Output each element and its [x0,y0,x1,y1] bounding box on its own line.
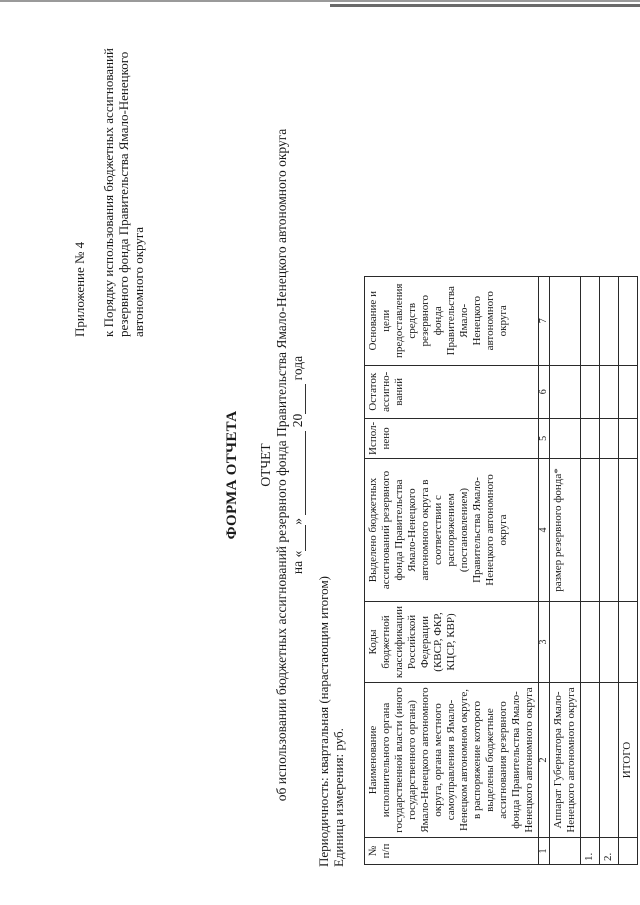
table-row [600,276,619,864]
table-row-org [550,276,581,864]
periodicity-text: Периодичность: квартальная (нарастающим итогом) [316,576,331,867]
header-cell-allocated: Выделено бюджетных ассигнований резервного фонда Правительства Ямало-Ненецкого автономного округа в соответствии с распоряжением (постановлением) Правительства Ямало-Ненецкого автономного округа [365,459,539,602]
column-number-row [539,276,550,864]
header-row [365,276,539,864]
report-table [364,276,638,865]
row-number: 1. [581,838,600,865]
annex-number: Приложение № 4 [72,241,87,337]
unit-text: Единица измерения: руб. [331,728,346,867]
date-year: 20 [290,413,305,428]
table-cell [550,365,581,418]
annex-block [72,37,146,337]
table-cell [619,602,638,683]
table-cell [600,365,619,418]
date-day-blank [305,525,306,551]
report-title-block [258,85,306,845]
table-cell [619,365,638,418]
table-cell [600,276,619,365]
table-cell [619,418,638,458]
table-cell [550,838,581,865]
column-number: 5 [539,418,550,458]
column-number: 6 [539,365,550,418]
table-cell [581,602,600,683]
column-number: 7 [539,276,550,365]
report-subtitle: об использовании бюджетных ассигнований резервного фонда Правительства Ямало-Ненецкого автономного округа [274,128,289,802]
table-cell [600,459,619,602]
date-year-blank [305,384,306,414]
date-month-blank [305,431,306,515]
date-suffix: года [290,355,305,381]
table-cell [581,418,600,458]
column-number: 2 [539,683,550,838]
header-cell-organ: Наименование исполнительного органа государственной власти (иного государственного органа) Ямало-Ненецкого автономного округа, органа местного самоуправления в Ямало-Ненецком автономном округе, в распоряжение которого выделены бюджетные ассигнования резервного фонда Правительства Ямало-Ненецкого автономного округа [365,683,539,838]
table-cell [619,276,638,365]
fund-size-cell: размер резервного фонда* [550,459,581,602]
report-date-line [290,85,306,845]
table-cell [550,276,581,365]
table-cell [550,418,581,458]
form-title: ФОРМА ОТЧЕТА [224,410,240,540]
table-cell [581,276,600,365]
header-cell-codes: Коды бюджетной классификации Российской Федерации (КВСР, ФКР, КЦСР, КВР) [365,602,539,683]
total-label: ИТОГО [619,683,638,838]
meta-block [316,367,346,867]
header-cell-number: № п/п [365,838,539,865]
org-name-cell: Аппарат Губернатора Ямало-Ненецкого автономного округа [550,683,581,838]
row-number: 2. [600,838,619,865]
table-cell [600,602,619,683]
date-mid: » [290,517,305,525]
table-cell [619,459,638,602]
total-row [619,276,638,864]
header-cell-executed: Испол-нено [365,418,539,458]
table-cell [600,683,619,838]
date-prefix: на « [290,550,305,575]
header-cell-basis: Основание и цели предоставления средств резервного фонда Правительства Ямало-Ненецкого автономного округа [365,276,539,365]
table-cell [581,459,600,602]
table-cell [581,683,600,838]
table-cell [619,838,638,865]
table-cell [600,418,619,458]
table-cell [550,602,581,683]
header-cell-remainder: Остаток ассигно-ваний [365,365,539,418]
table-row [581,276,600,864]
report-word: ОТЧЕТ [258,443,273,487]
column-number: 3 [539,602,550,683]
annex-text: к Порядку использования бюджетных ассигнований резервного фонда Правительства Ямало-Ненецкого автономного округа [101,48,146,337]
table-cell [581,365,600,418]
column-number: 1 [539,838,550,865]
column-number: 4 [539,459,550,602]
